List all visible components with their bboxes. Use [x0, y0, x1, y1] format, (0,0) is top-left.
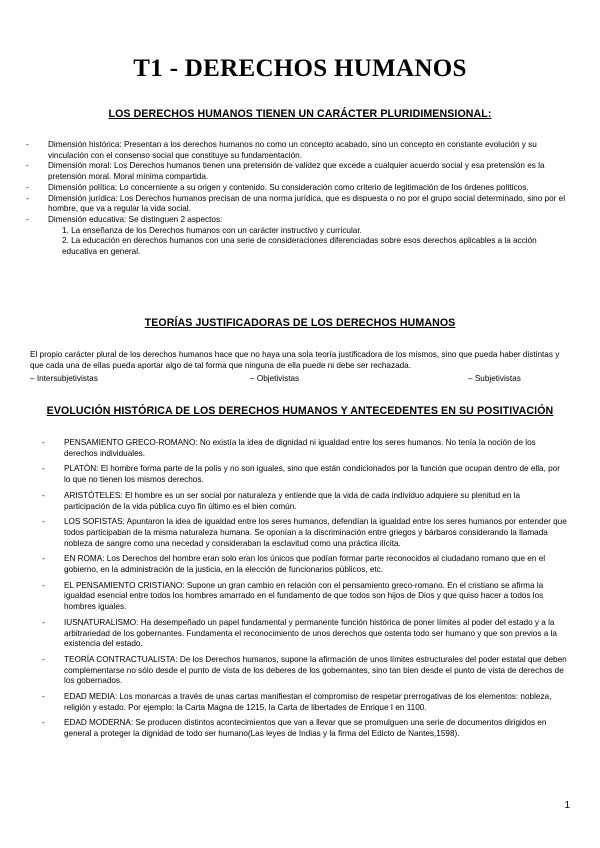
list-item: - EDAD MODERNA: Se producen distintos acontecimientos que van a llevar que se promulguen una serie de documentos dirigidos en general a proteger la dignidad de todo ser humano(Las leyes de Indias y la firma del Edicto de Nantes,1598).: [42, 718, 547, 739]
list-item: - Dimensión política: Lo concerniente a su origen y contenido. Su consideración como criterio de legitimación de los órdenes políticos.: [26, 182, 529, 192]
sub-list-item: 2. La educación en derechos humanos con una serie de consideraciones diferenciadas sobre esos derechos aplicables a la acción educativa en general.: [62, 236, 537, 257]
section-heading-teorias: TEORÍAS JUSTIFICADORAS DE LOS DERECHOS HUMANOS: [144, 317, 456, 329]
list-item: - Dimensión educativa: Se distinguen 2 aspectos: 1. La enseñanza de los Derechos humanos con un carácter instructivo y curricular. 2. La educación en derechos humanos con una serie de consideraciones diferenciadas sobre esos derechos aplicables a la acción educativa en general.: [48, 215, 568, 258]
list-item: - LOS SOFISTAS: Apuntaron la idea de igualdad entre los seres humanos, defendían la igualdad entre los seres humanos por entender que todos participaban de la misma naturaleza humana. Se oponían a la discriminación entre griegos y bárbaros considerando la llamada nobleza de sangre como una necedad y consideraban la esclavitud como una práctica ilícita.: [42, 517, 567, 548]
theories-paragraph: El propio carácter plural de los derechos humanos hace que no haya una sola teoría justificadora de los mismos, sino que pueda haber distintas y que cada una de ellas pueda aportar algo de tal forma que ninguna de ella puede ni debe ser rechazada.: [30, 350, 560, 370]
list-item: - Dimensión jurídica: Los Derechos humanos precisan de una norma jurídica, que es dispuesta o no por el grupo social determinado, sino por el hombre, que va a regular la vida social.: [26, 193, 566, 214]
list-item: - EL PENSAMIENTO CRISTIANO: Supone un gran cambio en relación con el pensamiento greco-romano. En el cristiano se afirma la igualdad esencial entre todos los hombres amarrado en el fundamento de que todos son hijos de Dios y que quiso hacer a todos los hombres iguales.: [42, 580, 544, 612]
list-item: - TEORÍA CONTRACTUALISTA: De los Derechos humanos, supone la afirmación de unos límites estructurales del poder estatal que deben complementarse no sólo desde el punto de vista de los deberes de los gobernantes, sino tan bien desde el punto de vista de derechos de los gobernados.: [42, 654, 567, 686]
list-item: - Dimensión histórica: Presentan a los derechos humanos no como un concepto acabado, sino un concepto en constante evolución y su vinculación con el consenso social que constituye su fundamentación.: [26, 140, 537, 160]
list-item: - Dimensión moral: Los Derechos humanos tienen una pretensión de validez que excede a cualquier acuerdo social y esa pretensión es la pretensión moral. Moral mínima compartida.: [26, 161, 545, 182]
dimensions-list: [26, 140, 568, 258]
sub-list-item: 1. La enseñanza de los Derechos humanos con un carácter instructivo y curricular.: [62, 225, 362, 235]
theory-intersubjetivistas: – Intersubjetivistas: [30, 374, 98, 383]
section-heading-pluridimensional: LOS DERECHOS HUMANOS TIENEN UN CARÁCTER PLURIDIMENSIONAL:: [108, 108, 492, 120]
history-list: [42, 438, 568, 740]
list-item: - ARISTÓTELES: El hombre es un ser social por naturaleza y entiende que la vida de cada individuo adquiere su plenitud en la participación de la vida pública cuyo fin último es el bien común.: [42, 490, 521, 511]
document-title: T1 - DERECHOS HUMANOS: [133, 55, 467, 82]
educational-aspects-list: [62, 226, 568, 258]
list-item: - EN ROMA: Los Derechos del hombre eran solo eran los únicos que podían formar parte reconocidos al ciudadano romano que en el gobierno, en la administración de la justicia, en la elección de funcionarios públicos, etc.: [42, 554, 546, 575]
theories-row: [30, 374, 570, 385]
list-item: - PENSAMIENTO GRECO-ROMANO: No existía la idea de dignidad ni igualdad entre los seres humanos. No tenía la noción de los derechos individuales.: [42, 438, 536, 458]
theory-subjetivistas: – Subjetivistas: [468, 374, 521, 383]
list-item: - EDAD MEDIA: Los monarcas a través de unas cartas manifiestan el compromiso de respetar prerrogativas de los elementos: nobleza, religión y estado. Por ejemplo: la Carta Magna de 1215, la Carta de libertades de Enrique I en 1100.: [42, 692, 552, 712]
list-item: - PLATÓN: El hombre forma parte de la polis y no son iguales, sino que están condicionados por la función que ocupan dentro de ella, por lo que no tienen los mismos derechos.: [42, 464, 560, 485]
page-number: 1: [564, 800, 570, 811]
list-item: - IUSNATURALISMO: Ha desempeñado un papel fundamental y permanente función histórica de poner límites al poder del estado y a la arbitrariedad de los gobernantes. Fundamenta el reconocimiento de unos derechos que ostenta todo ser humano y que son previos a la existencia del estado.: [42, 617, 557, 649]
section-heading-evolucion: EVOLUCIÓN HISTÓRICA DE LOS DERECHOS HUMANOS Y ANTECEDENTES EN SU POSITIVACIÓN: [46, 405, 554, 417]
theory-objetivistas: – Objetivistas: [250, 374, 300, 383]
